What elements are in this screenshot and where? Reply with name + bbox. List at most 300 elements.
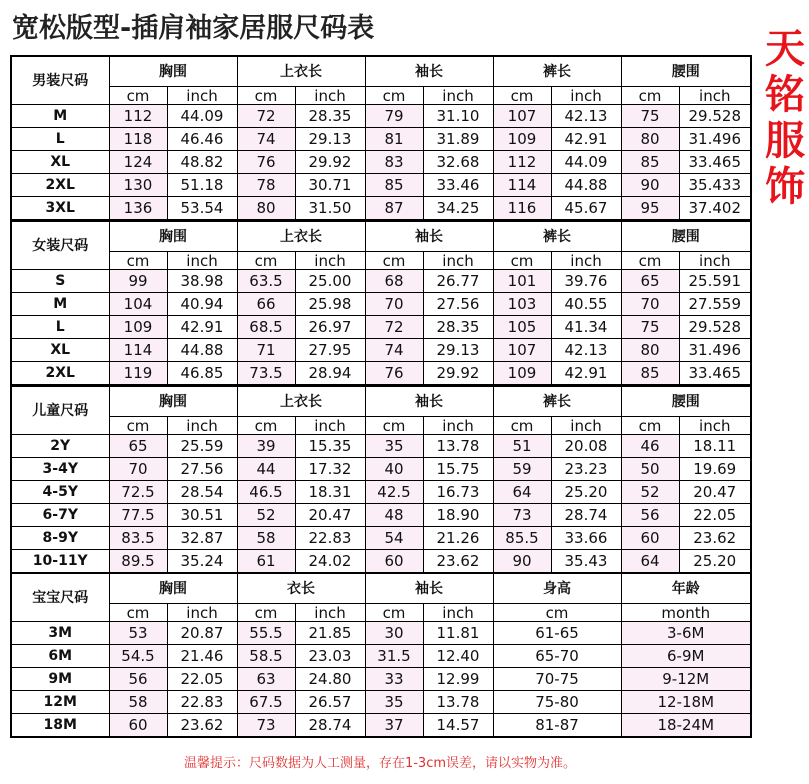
unit-label: cm: [109, 604, 167, 622]
measurement-cell: 119: [109, 362, 167, 386]
unit-label: inch: [295, 417, 365, 435]
measurement-cell: 107: [493, 105, 551, 128]
column-header: 腰围: [621, 56, 751, 87]
measurement-cell: 85: [365, 174, 423, 197]
measurement-cell: 35.43: [551, 550, 621, 574]
size-label: 10-11Y: [11, 550, 109, 574]
size-label: 3-4Y: [11, 458, 109, 481]
measurement-cell: 58: [109, 691, 167, 714]
unit-row: [11, 252, 751, 270]
measurement-cell: 33: [365, 668, 423, 691]
table-row: [11, 691, 751, 714]
measurement-cell: 53: [109, 622, 167, 645]
measurement-cell: 22.83: [295, 527, 365, 550]
unit-label: inch: [167, 87, 237, 105]
unit-label: cm: [493, 417, 551, 435]
measurement-cell: 75: [621, 105, 679, 128]
size-label: 6-7Y: [11, 504, 109, 527]
measurement-cell: 64: [493, 481, 551, 504]
unit-label: inch: [295, 604, 365, 622]
unit-label: cm: [621, 87, 679, 105]
measurement-cell: 30.51: [167, 504, 237, 527]
measurement-cell: 64: [621, 550, 679, 574]
measurement-cell: 25.59: [167, 435, 237, 458]
measurement-cell: 18.90: [423, 504, 493, 527]
measurement-cell: 29.528: [679, 105, 751, 128]
table-header-row: [11, 221, 751, 252]
size-label: 4-5Y: [11, 481, 109, 504]
column-header: 上衣长: [237, 221, 365, 252]
unit-label: inch: [167, 252, 237, 270]
size-label: 18M: [11, 714, 109, 738]
table-header-row: [11, 386, 751, 417]
size-label: 6M: [11, 645, 109, 668]
measurement-cell: 81: [365, 128, 423, 151]
measurement-cell: 74: [365, 339, 423, 362]
measurement-cell: 29.92: [423, 362, 493, 386]
measurement-cell: 53.54: [167, 197, 237, 221]
size-label: 2Y: [11, 435, 109, 458]
measurement-cell: 24.80: [295, 668, 365, 691]
size-label: 12M: [11, 691, 109, 714]
kids-size-table: [10, 385, 752, 574]
measurement-cell: 67.5: [237, 691, 295, 714]
table-row: [11, 270, 751, 293]
unit-label: cm: [109, 417, 167, 435]
measurement-cell: 51.18: [167, 174, 237, 197]
measurement-cell: 30.71: [295, 174, 365, 197]
measurement-cell: 89.5: [109, 550, 167, 574]
column-header: 裤长: [493, 56, 621, 87]
measurement-cell: 20.08: [551, 435, 621, 458]
measurement-cell: 35.433: [679, 174, 751, 197]
unit-label: cm: [365, 87, 423, 105]
measurement-cell: 42.5: [365, 481, 423, 504]
measurement-cell: 83.5: [109, 527, 167, 550]
measurement-cell: 29.528: [679, 316, 751, 339]
measurement-cell: 65: [109, 435, 167, 458]
measurement-cell: 77.5: [109, 504, 167, 527]
unit-label: cm: [237, 252, 295, 270]
measurement-cell: 114: [109, 339, 167, 362]
unit-label: cm: [237, 604, 295, 622]
measurement-cell: 31.496: [679, 128, 751, 151]
measurement-cell: 44: [237, 458, 295, 481]
measurement-cell: 46.85: [167, 362, 237, 386]
section-label: 男装尺码: [11, 56, 109, 105]
measurement-cell: 70: [621, 293, 679, 316]
table-row: [11, 105, 751, 128]
measurement-cell: 41.34: [551, 316, 621, 339]
unit-label: inch: [167, 417, 237, 435]
women-size-table: [10, 220, 752, 386]
measurement-cell: 21.85: [295, 622, 365, 645]
measurement-cell: 42.13: [551, 339, 621, 362]
measurement-cell: 24.02: [295, 550, 365, 574]
measurement-cell: 22.05: [167, 668, 237, 691]
unit-label: cm: [237, 87, 295, 105]
measurement-cell: 79: [365, 105, 423, 128]
table-row: [11, 527, 751, 550]
size-label: 2XL: [11, 362, 109, 386]
measurement-cell: 18-24M: [621, 714, 751, 738]
measurement-cell: 31.89: [423, 128, 493, 151]
measurement-cell: 73.5: [237, 362, 295, 386]
measurement-cell: 17.32: [295, 458, 365, 481]
measurement-cell: 18.31: [295, 481, 365, 504]
measurement-cell: 71: [237, 339, 295, 362]
measurement-cell: 27.56: [423, 293, 493, 316]
measurement-cell: 70-75: [493, 668, 621, 691]
measurement-cell: 99: [109, 270, 167, 293]
measurement-cell: 42.91: [551, 128, 621, 151]
measurement-cell: 28.74: [295, 714, 365, 738]
measurement-cell: 59: [493, 458, 551, 481]
measurement-cell: 9-12M: [621, 668, 751, 691]
measurement-cell: 35: [365, 691, 423, 714]
measurement-cell: 103: [493, 293, 551, 316]
baby-size-table: [10, 572, 752, 738]
unit-label: cm: [109, 87, 167, 105]
table-row: [11, 645, 751, 668]
measurement-cell: 26.77: [423, 270, 493, 293]
unit-label: cm: [109, 252, 167, 270]
column-header: 衣长: [237, 573, 365, 604]
measurement-cell: 20.87: [167, 622, 237, 645]
column-header: 袖长: [365, 221, 493, 252]
measurement-cell: 28.35: [423, 316, 493, 339]
measurement-cell: 114: [493, 174, 551, 197]
measurement-cell: 25.20: [679, 550, 751, 574]
measurement-cell: 73: [237, 714, 295, 738]
measurement-cell: 21.46: [167, 645, 237, 668]
brand-char: 服: [765, 118, 805, 164]
unit-label: inch: [679, 252, 751, 270]
measurement-cell: 109: [493, 128, 551, 151]
table-row: [11, 128, 751, 151]
measurement-cell: 38.98: [167, 270, 237, 293]
measurement-cell: 65-70: [493, 645, 621, 668]
unit-row: [11, 417, 751, 435]
measurement-cell: 33.465: [679, 151, 751, 174]
measurement-cell: 112: [109, 105, 167, 128]
measurement-cell: 116: [493, 197, 551, 221]
measurement-cell: 27.95: [295, 339, 365, 362]
measurement-cell: 15.75: [423, 458, 493, 481]
unit-label: inch: [679, 87, 751, 105]
measurement-cell: 14.57: [423, 714, 493, 738]
measurement-cell: 61-65: [493, 622, 621, 645]
measurement-cell: 13.78: [423, 435, 493, 458]
measurement-cell: 81-87: [493, 714, 621, 738]
unit-label: cm: [621, 252, 679, 270]
measurement-cell: 37.402: [679, 197, 751, 221]
measurement-cell: 58.5: [237, 645, 295, 668]
measurement-cell: 54.5: [109, 645, 167, 668]
size-label: 2XL: [11, 174, 109, 197]
measurement-cell: 61: [237, 550, 295, 574]
measurement-cell: 101: [493, 270, 551, 293]
table-row: [11, 668, 751, 691]
measurement-cell: 31.496: [679, 339, 751, 362]
section-label: 女装尺码: [11, 221, 109, 270]
measurement-cell: 20.47: [679, 481, 751, 504]
unit-label: inch: [295, 252, 365, 270]
measurement-cell: 95: [621, 197, 679, 221]
measurement-cell: 54: [365, 527, 423, 550]
size-label: 3XL: [11, 197, 109, 221]
measurement-cell: 56: [621, 504, 679, 527]
measurement-cell: 23.03: [295, 645, 365, 668]
unit-label: inch: [423, 87, 493, 105]
unit-label: inch: [167, 604, 237, 622]
table-header-row: [11, 573, 751, 604]
table-row: [11, 481, 751, 504]
unit-label: cm: [237, 417, 295, 435]
column-header: 上衣长: [237, 56, 365, 87]
measurement-cell: 44.88: [551, 174, 621, 197]
measurement-cell: 72.5: [109, 481, 167, 504]
measurement-cell: 55.5: [237, 622, 295, 645]
measurement-cell: 85: [621, 362, 679, 386]
size-label: L: [11, 316, 109, 339]
measurement-cell: 60: [365, 550, 423, 574]
measurement-cell: 75: [621, 316, 679, 339]
measurement-cell: 76: [365, 362, 423, 386]
measurement-cell: 44.09: [551, 151, 621, 174]
measurement-cell: 48.82: [167, 151, 237, 174]
unit-label: inch: [551, 87, 621, 105]
measurement-cell: 28.74: [551, 504, 621, 527]
size-label: M: [11, 105, 109, 128]
size-label: 3M: [11, 622, 109, 645]
measurement-cell: 31.50: [295, 197, 365, 221]
measurement-cell: 23.62: [679, 527, 751, 550]
table-row: [11, 504, 751, 527]
measurement-cell: 16.73: [423, 481, 493, 504]
measurement-cell: 22.83: [167, 691, 237, 714]
measurement-cell: 32.68: [423, 151, 493, 174]
measurement-cell: 23.23: [551, 458, 621, 481]
measurement-cell: 19.69: [679, 458, 751, 481]
measurement-cell: 28.35: [295, 105, 365, 128]
measurement-cell: 25.98: [295, 293, 365, 316]
column-header: 腰围: [621, 386, 751, 417]
column-header: 胸围: [109, 386, 237, 417]
section-label: 儿童尺码: [11, 386, 109, 435]
measurement-cell: 28.94: [295, 362, 365, 386]
unit-label: cm: [493, 604, 621, 622]
brand-logo: [762, 26, 808, 210]
measurement-cell: 52: [621, 481, 679, 504]
measurement-cell: 68: [365, 270, 423, 293]
measurement-cell: 37: [365, 714, 423, 738]
footnote: 温馨提示：尺码数据为人工测量，存在1-3cm误差，请以实物为准。: [183, 756, 577, 771]
measurement-cell: 73: [493, 504, 551, 527]
size-label: M: [11, 293, 109, 316]
measurement-cell: 63: [237, 668, 295, 691]
table-row: [11, 458, 751, 481]
measurement-cell: 6-9M: [621, 645, 751, 668]
measurement-cell: 15.35: [295, 435, 365, 458]
measurement-cell: 90: [621, 174, 679, 197]
measurement-cell: 25.20: [551, 481, 621, 504]
measurement-cell: 3-6M: [621, 622, 751, 645]
measurement-cell: 29.13: [295, 128, 365, 151]
page-title: 宽松版型-插肩袖家居服尺码表: [12, 13, 375, 44]
measurement-cell: 63.5: [237, 270, 295, 293]
column-header: 身高: [493, 573, 621, 604]
unit-label: inch: [423, 604, 493, 622]
measurement-cell: 11.81: [423, 622, 493, 645]
unit-label: inch: [423, 417, 493, 435]
measurement-cell: 58: [237, 527, 295, 550]
column-header: 上衣长: [237, 386, 365, 417]
measurement-cell: 109: [109, 316, 167, 339]
measurement-cell: 34.25: [423, 197, 493, 221]
unit-label: cm: [365, 604, 423, 622]
table-row: [11, 174, 751, 197]
table-row: [11, 339, 751, 362]
table-row: [11, 362, 751, 386]
section-label: 宝宝尺码: [11, 573, 109, 622]
measurement-cell: 46.46: [167, 128, 237, 151]
table-row: [11, 197, 751, 221]
table-row: [11, 714, 751, 738]
measurement-cell: 85.5: [493, 527, 551, 550]
measurement-cell: 35.24: [167, 550, 237, 574]
measurement-cell: 21.26: [423, 527, 493, 550]
brand-char: 饰: [765, 164, 805, 210]
measurement-cell: 28.54: [167, 481, 237, 504]
measurement-cell: 44.88: [167, 339, 237, 362]
measurement-cell: 42.91: [167, 316, 237, 339]
measurement-cell: 56: [109, 668, 167, 691]
table-row: [11, 435, 751, 458]
unit-label: cm: [493, 87, 551, 105]
unit-row: [11, 87, 751, 105]
measurement-cell: 109: [493, 362, 551, 386]
measurement-cell: 27.56: [167, 458, 237, 481]
measurement-cell: 26.57: [295, 691, 365, 714]
column-header: 胸围: [109, 573, 237, 604]
measurement-cell: 46: [621, 435, 679, 458]
measurement-cell: 20.47: [295, 504, 365, 527]
measurement-cell: 18.11: [679, 435, 751, 458]
measurement-cell: 118: [109, 128, 167, 151]
men-size-table: [10, 55, 752, 221]
measurement-cell: 39: [237, 435, 295, 458]
size-label: XL: [11, 339, 109, 362]
measurement-cell: 83: [365, 151, 423, 174]
unit-label: inch: [679, 417, 751, 435]
size-label: 8-9Y: [11, 527, 109, 550]
measurement-cell: 112: [493, 151, 551, 174]
column-header: 裤长: [493, 386, 621, 417]
column-header: 袖长: [365, 386, 493, 417]
measurement-cell: 48: [365, 504, 423, 527]
measurement-cell: 32.87: [167, 527, 237, 550]
measurement-cell: 31.5: [365, 645, 423, 668]
measurement-cell: 44.09: [167, 105, 237, 128]
measurement-cell: 33.465: [679, 362, 751, 386]
measurement-cell: 33.66: [551, 527, 621, 550]
size-label: XL: [11, 151, 109, 174]
measurement-cell: 39.76: [551, 270, 621, 293]
unit-label: cm: [493, 252, 551, 270]
measurement-cell: 68.5: [237, 316, 295, 339]
brand-char: 铭: [765, 72, 805, 118]
measurement-cell: 90: [493, 550, 551, 574]
measurement-cell: 46.5: [237, 481, 295, 504]
measurement-cell: 104: [109, 293, 167, 316]
table-row: [11, 151, 751, 174]
column-header: 袖长: [365, 573, 493, 604]
measurement-cell: 52: [237, 504, 295, 527]
measurement-cell: 23.62: [167, 714, 237, 738]
unit-label: month: [621, 604, 751, 622]
column-header: 裤长: [493, 221, 621, 252]
measurement-cell: 29.92: [295, 151, 365, 174]
column-header: 胸围: [109, 56, 237, 87]
size-label: L: [11, 128, 109, 151]
unit-label: inch: [551, 252, 621, 270]
measurement-cell: 45.67: [551, 197, 621, 221]
measurement-cell: 80: [621, 339, 679, 362]
unit-label: cm: [365, 252, 423, 270]
table-row: [11, 316, 751, 339]
measurement-cell: 40: [365, 458, 423, 481]
table-row: [11, 293, 751, 316]
measurement-cell: 25.591: [679, 270, 751, 293]
measurement-cell: 30: [365, 622, 423, 645]
measurement-cell: 42.13: [551, 105, 621, 128]
measurement-cell: 35: [365, 435, 423, 458]
measurement-cell: 130: [109, 174, 167, 197]
measurement-cell: 70: [365, 293, 423, 316]
measurement-cell: 65: [621, 270, 679, 293]
measurement-cell: 13.78: [423, 691, 493, 714]
unit-label: inch: [423, 252, 493, 270]
measurement-cell: 40.94: [167, 293, 237, 316]
measurement-cell: 105: [493, 316, 551, 339]
measurement-cell: 29.13: [423, 339, 493, 362]
size-label: 9M: [11, 668, 109, 691]
measurement-cell: 50: [621, 458, 679, 481]
measurement-cell: 23.62: [423, 550, 493, 574]
measurement-cell: 12-18M: [621, 691, 751, 714]
measurement-cell: 31.10: [423, 105, 493, 128]
measurement-cell: 80: [237, 197, 295, 221]
measurement-cell: 26.97: [295, 316, 365, 339]
measurement-cell: 76: [237, 151, 295, 174]
column-header: 胸围: [109, 221, 237, 252]
measurement-cell: 80: [621, 128, 679, 151]
measurement-cell: 27.559: [679, 293, 751, 316]
measurement-cell: 60: [621, 527, 679, 550]
unit-label: inch: [295, 87, 365, 105]
measurement-cell: 75-80: [493, 691, 621, 714]
measurement-cell: 40.55: [551, 293, 621, 316]
column-header: 腰围: [621, 221, 751, 252]
measurement-cell: 70: [109, 458, 167, 481]
measurement-cell: 33.46: [423, 174, 493, 197]
measurement-cell: 12.99: [423, 668, 493, 691]
measurement-cell: 42.91: [551, 362, 621, 386]
unit-label: cm: [621, 417, 679, 435]
measurement-cell: 124: [109, 151, 167, 174]
size-label: S: [11, 270, 109, 293]
